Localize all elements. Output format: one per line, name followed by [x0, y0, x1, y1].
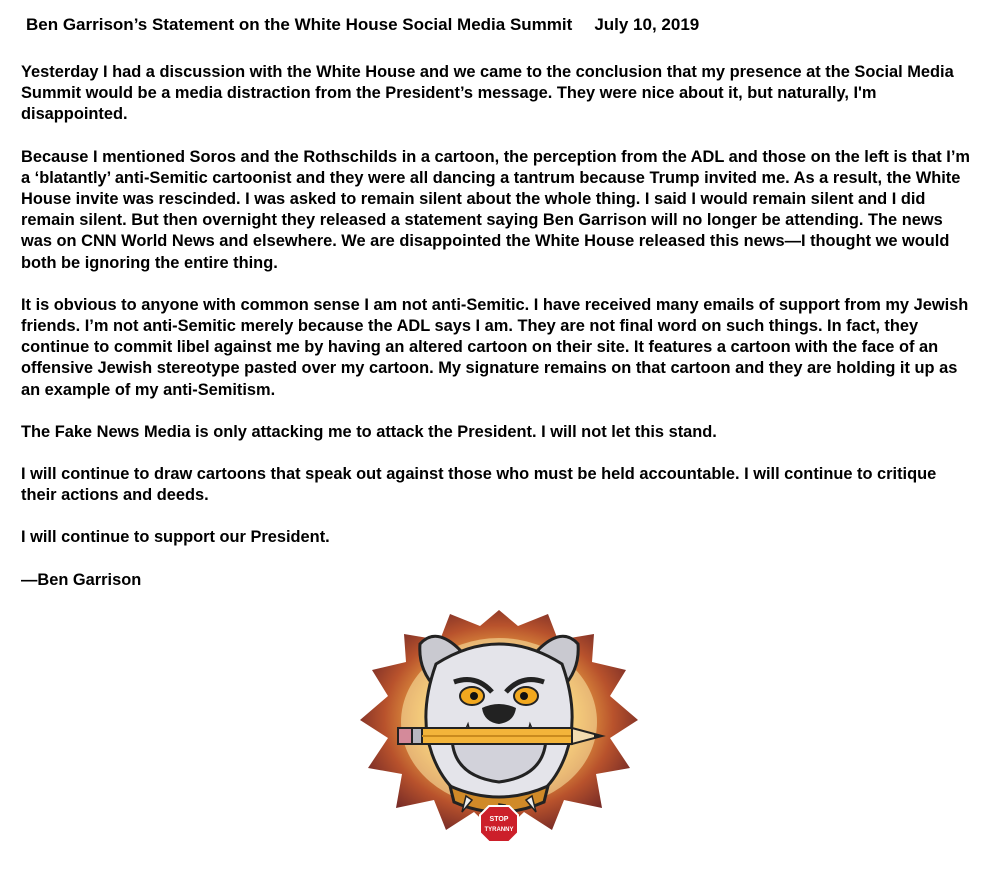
document-header: [26, 14, 976, 36]
statement-document: [21, 14, 976, 591]
bulldog-with-pencil-icon: [358, 604, 640, 844]
document-date: July 10, 2019: [594, 15, 700, 34]
paragraph-6: I will continue to support our President.: [21, 528, 330, 547]
bulldog-logo: [358, 604, 640, 844]
tag-text-stop: STOP: [489, 816, 509, 823]
paragraph-3: It is obvious to anyone with common sense I am not anti-Semitic. I have received many emails of support from my Jewish friends. I’m not anti-Semitic merely because the ADL says I am. They are not final word on such things. In fact, they continue to commit libel against me by having an altered cartoon on their site. It features a cartoon with the face of an offensive Jewish stereotype pasted over my cartoon. My signature remains on that cartoon and they are holding it up as an example of my anti-Semitism.: [21, 295, 969, 399]
paragraph-1: Yesterday I had a discussion with the White House and we came to the conclusion that my presence at the Social Media Summit would be a media distraction from the President’s message. They were nice about it, but naturally, I'm disappointed.: [21, 63, 954, 124]
tag-text-tyranny: TYRANNY: [484, 827, 514, 833]
paragraph-4: The Fake News Media is only attacking me to attack the President. I will not let this stand.: [21, 422, 717, 441]
paragraph-5: I will continue to draw cartoons that speak out against those who must be held accountable. I will continue to critique their actions and deeds.: [21, 465, 937, 505]
paragraph-2: Because I mentioned Soros and the Rothschilds in a cartoon, the perception from the ADL and those on the left is that I’m a ‘blatantly’ anti-Semitic cartoonist and they were all dancing a tantrum because Trump invited me. As a result, the White House invite was rescinded. I was asked to remain silent about the whole thing. I said I would remain silent and I did remain silent. But then overnight they released a statement saying Ben Garrison will no longer be attending. The news was on CNN World News and elsewhere. We are disappointed the White House released this news—I thought we would both be ignoring the entire thing.: [21, 147, 970, 272]
stop-tyranny-tag: [480, 806, 518, 842]
pencil-icon: [398, 728, 602, 744]
signature: —Ben Garrison: [21, 570, 142, 589]
document-title: Ben Garrison’s Statement on the White House Social Media Summit: [26, 15, 573, 34]
